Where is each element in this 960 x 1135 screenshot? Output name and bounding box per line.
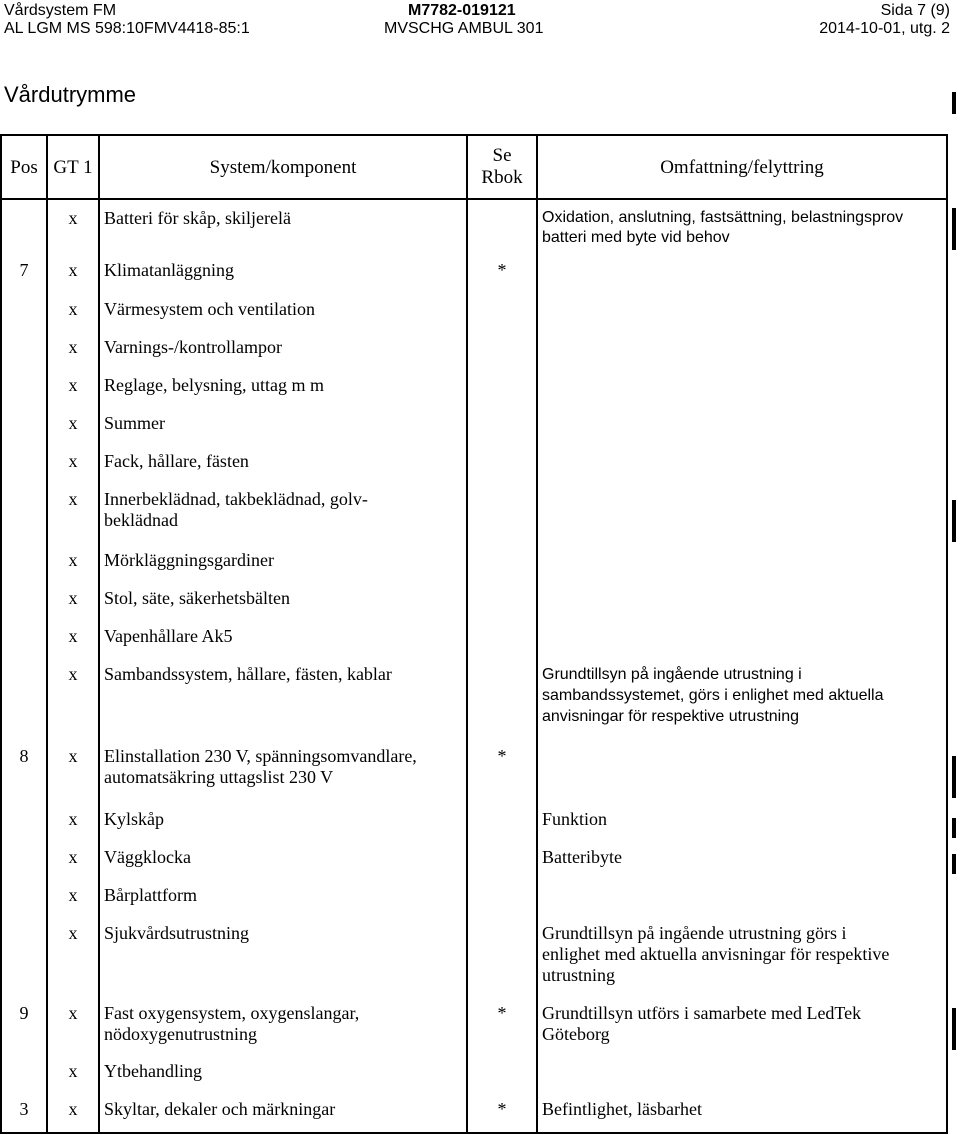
cell-omfattning	[537, 550, 947, 588]
cell-system: Varnings-/kontrollampor	[99, 337, 467, 375]
cell-system: Fack, hållare, fästen	[99, 451, 467, 489]
header-doc-reference: AL LGM MS 598:10FMV4418-85:1	[4, 20, 250, 37]
cell-pos	[1, 885, 47, 923]
header-doc-name: Vårdsystem FM	[4, 2, 117, 19]
cell-pos: 3	[1, 1099, 47, 1133]
cell-se	[467, 199, 537, 260]
cell-se: *	[467, 1003, 537, 1061]
change-bar	[952, 818, 956, 838]
cell-system: Kylskåp	[99, 809, 467, 847]
cell-system: Vapenhållare Ak5	[99, 626, 467, 664]
cell-gt: x	[47, 885, 99, 923]
cell-gt: x	[47, 923, 99, 1003]
table-row	[1, 413, 947, 451]
table-row	[1, 260, 947, 299]
cell-gt: x	[47, 199, 99, 260]
cell-omfattning	[537, 746, 947, 809]
cell-system: Fast oxygensystem, oxygenslangar, nödoxygenutrustning	[99, 1003, 467, 1061]
column-header-se: Se	[492, 145, 512, 166]
cell-omfattning	[537, 299, 947, 337]
cell-gt: x	[47, 299, 99, 337]
cell-pos	[1, 809, 47, 847]
cell-system: Elinstallation 230 V, spänningsomvandlare, automatsäkring uttagslist 230 V	[99, 746, 467, 809]
table-row	[1, 1061, 947, 1099]
cell-pos	[1, 1061, 47, 1099]
cell-gt: x	[47, 1099, 99, 1133]
table-row	[1, 1003, 947, 1061]
cell-omfattning	[537, 337, 947, 375]
cell-se	[467, 375, 537, 413]
cell-omfattning: Grundtillsyn på ingående utrustning görs i enlighet med aktuella anvisningar för respektive utrustning	[537, 923, 947, 1003]
table-row	[1, 885, 947, 923]
cell-omfattning	[537, 260, 947, 299]
cell-gt: x	[47, 626, 99, 664]
cell-omfattning	[537, 626, 947, 664]
cell-pos: 9	[1, 1003, 47, 1061]
cell-system: Bårplattform	[99, 885, 467, 923]
cell-pos	[1, 375, 47, 413]
cell-pos	[1, 626, 47, 664]
cell-omfattning	[537, 375, 947, 413]
inspection-table	[0, 134, 948, 1134]
cell-se: *	[467, 1099, 537, 1133]
table-row	[1, 550, 947, 588]
cell-system: Ytbehandling	[99, 1061, 467, 1099]
change-bar	[952, 756, 956, 798]
cell-gt: x	[47, 451, 99, 489]
table-row	[1, 626, 947, 664]
cell-se	[467, 550, 537, 588]
table-row	[1, 923, 947, 1003]
section-title: Vårdutrymme	[4, 82, 137, 107]
table-row	[1, 664, 947, 746]
cell-omfattning	[537, 489, 947, 550]
cell-gt: x	[47, 550, 99, 588]
table-row	[1, 337, 947, 375]
cell-pos	[1, 489, 47, 550]
cell-pos: 7	[1, 260, 47, 299]
cell-system: Skyltar, dekaler och märkningar	[99, 1099, 467, 1133]
cell-gt: x	[47, 260, 99, 299]
cell-pos	[1, 847, 47, 885]
column-header-system: System/komponent	[99, 135, 467, 199]
cell-system: Väggklocka	[99, 847, 467, 885]
table-row	[1, 199, 947, 260]
cell-pos	[1, 588, 47, 626]
cell-gt: x	[47, 588, 99, 626]
cell-omfattning	[537, 588, 947, 626]
cell-omfattning: Grundtillsyn utförs i samarbete med LedTek Göteborg	[537, 1003, 947, 1061]
cell-se	[467, 626, 537, 664]
cell-pos	[1, 664, 47, 746]
cell-omfattning: Oxidation, anslutning, fastsättning, belastningsprov batteri med byte vid behov	[537, 199, 947, 260]
change-bar	[952, 92, 956, 114]
table-row	[1, 451, 947, 489]
cell-gt: x	[47, 746, 99, 809]
cell-se	[467, 809, 537, 847]
table-row	[1, 375, 947, 413]
cell-pos	[1, 550, 47, 588]
cell-gt: x	[47, 847, 99, 885]
cell-pos: 8	[1, 746, 47, 809]
cell-gt: x	[47, 1003, 99, 1061]
cell-se	[467, 299, 537, 337]
cell-se: *	[467, 260, 537, 299]
cell-pos	[1, 299, 47, 337]
header-page-number: Sida 7 (9)	[880, 2, 950, 19]
column-header-pos: Pos	[1, 135, 47, 199]
cell-gt: x	[47, 413, 99, 451]
cell-system: Summer	[99, 413, 467, 451]
cell-system: Reglage, belysning, uttag m m	[99, 375, 467, 413]
cell-gt: x	[47, 809, 99, 847]
cell-pos	[1, 923, 47, 1003]
cell-gt: x	[47, 664, 99, 746]
cell-omfattning: Batteribyte	[537, 847, 947, 885]
cell-omfattning: Befintlighet, läsbarhet	[537, 1099, 947, 1133]
column-header-gt: GT 1	[47, 135, 99, 199]
table-header-row	[1, 135, 947, 199]
cell-pos	[1, 413, 47, 451]
cell-se	[467, 337, 537, 375]
cell-omfattning: Grundtillsyn på ingående utrustning i sambandssystemet, görs i enlighet med aktuella anvisningar för respektive utrustning	[537, 664, 947, 746]
cell-gt: x	[47, 375, 99, 413]
cell-se	[467, 588, 537, 626]
cell-pos	[1, 199, 47, 260]
header-object-name: MVSCHG AMBUL 301	[384, 20, 544, 37]
cell-system: Innerbeklädnad, takbeklädnad, golv-beklädnad	[99, 489, 467, 550]
cell-se	[467, 413, 537, 451]
table-row	[1, 1099, 947, 1133]
cell-system: Mörkläggningsgardiner	[99, 550, 467, 588]
cell-system: Sambandssystem, hållare, fästen, kablar	[99, 664, 467, 746]
cell-se	[467, 1061, 537, 1099]
cell-system: Sjukvårdsutrustning	[99, 923, 467, 1003]
cell-omfattning	[537, 1061, 947, 1099]
table-row	[1, 746, 947, 809]
cell-gt: x	[47, 489, 99, 550]
cell-se	[467, 489, 537, 550]
column-header-rbok: Rbok	[481, 167, 523, 188]
cell-omfattning: Funktion	[537, 809, 947, 847]
header-date-edition: 2014-10-01, utg. 2	[819, 20, 950, 37]
column-header-omfattning: Omfattning/felyttring	[537, 135, 947, 199]
cell-se	[467, 847, 537, 885]
change-bar	[952, 1008, 956, 1050]
change-bar	[952, 500, 956, 542]
table-row	[1, 809, 947, 847]
cell-omfattning	[537, 885, 947, 923]
cell-pos	[1, 337, 47, 375]
cell-gt: x	[47, 337, 99, 375]
table-row	[1, 588, 947, 626]
cell-se: *	[467, 746, 537, 809]
header-article-number: M7782-019121	[408, 2, 516, 19]
cell-system: Klimatanläggning	[99, 260, 467, 299]
change-bar	[952, 208, 956, 250]
cell-se	[467, 451, 537, 489]
cell-se	[467, 885, 537, 923]
change-bar	[952, 854, 956, 874]
cell-omfattning	[537, 451, 947, 489]
table-row	[1, 299, 947, 337]
cell-se	[467, 664, 537, 746]
cell-system: Batteri för skåp, skiljerelä	[99, 199, 467, 260]
cell-pos	[1, 451, 47, 489]
table-row	[1, 489, 947, 550]
table-row	[1, 847, 947, 885]
cell-se	[467, 923, 537, 1003]
cell-system: Värmesystem och ventilation	[99, 299, 467, 337]
cell-omfattning	[537, 413, 947, 451]
cell-gt: x	[47, 1061, 99, 1099]
column-header-se-rbok	[467, 135, 537, 199]
cell-system: Stol, säte, säkerhetsbälten	[99, 588, 467, 626]
